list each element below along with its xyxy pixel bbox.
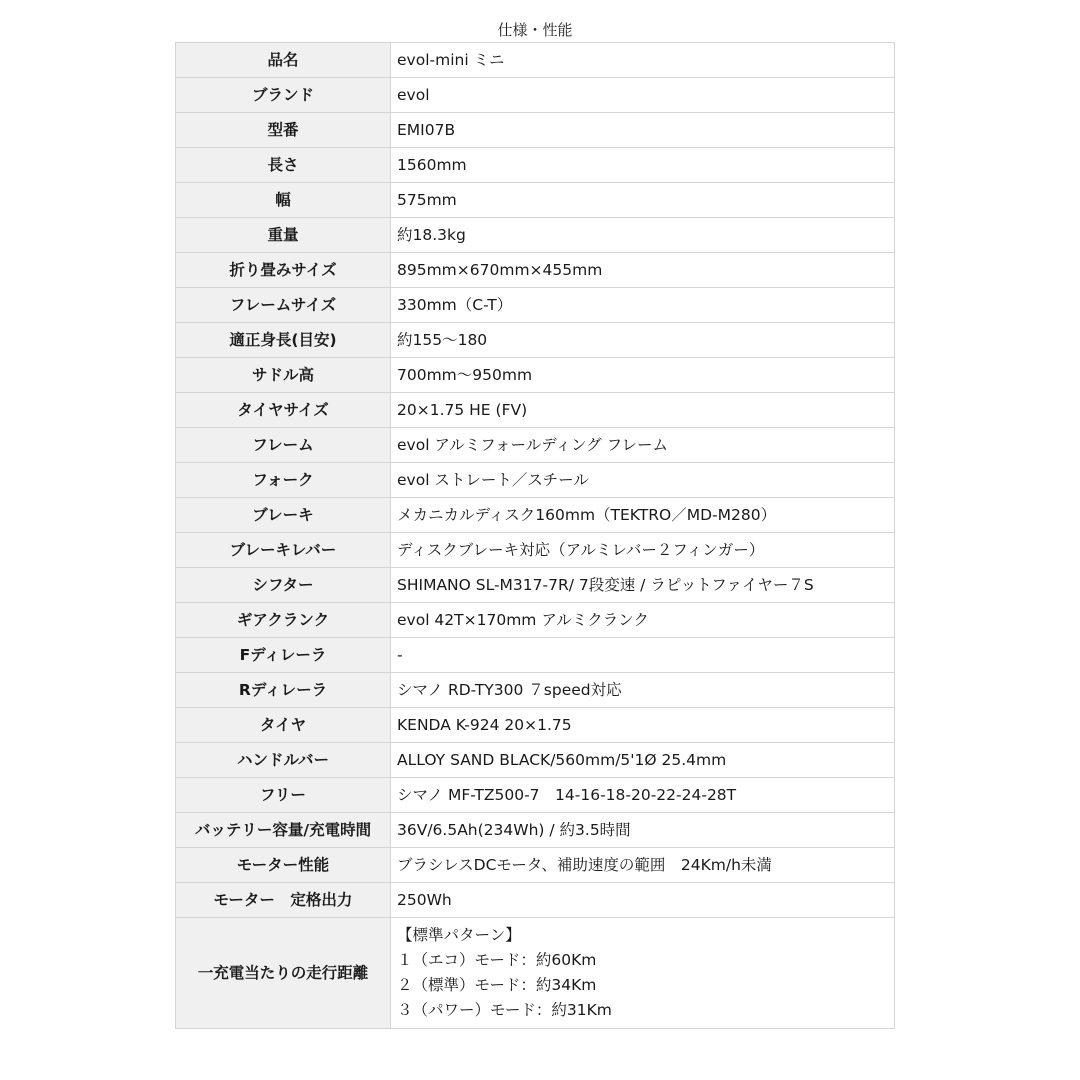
spec-label: Fディレーラ [176,638,391,673]
spec-label: サドル高 [176,358,391,393]
spec-label: モーター 定格出力 [176,883,391,918]
spec-row [176,568,895,603]
spec-row [176,148,895,183]
spec-value: 330mm（C-T） [391,288,895,323]
spec-row [176,848,895,883]
spec-value: ディスクブレーキ対応（アルミレバー２フィンガー） [391,533,895,568]
spec-value: ALLOY SAND BLACK/560mm/5'1Ø 25.4mm [391,743,895,778]
spec-label: ギアクランク [176,603,391,638]
spec-row [176,778,895,813]
spec-value: evol ストレート／スチール [391,463,895,498]
spec-row [176,708,895,743]
spec-row [176,463,895,498]
spec-row [176,253,895,288]
spec-label: 型番 [176,113,391,148]
spec-row [176,288,895,323]
spec-row [176,673,895,708]
spec-value: 1560mm [391,148,895,183]
spec-label: タイヤサイズ [176,393,391,428]
spec-value: 約155〜180 [391,323,895,358]
spec-label: ハンドルバー [176,743,391,778]
spec-label: 折り畳みサイズ [176,253,391,288]
spec-label: 幅 [176,183,391,218]
spec-label: 品名 [176,43,391,78]
spec-row [176,393,895,428]
spec-label: ブレーキレバー [176,533,391,568]
spec-row [176,813,895,848]
spec-value: シマノ MF-TZ500-7 14-16-18-20-22-24-28T [391,778,895,813]
spec-value: 895mm×670mm×455mm [391,253,895,288]
spec-value: evol [391,78,895,113]
spec-label: ブレーキ [176,498,391,533]
spec-row [176,638,895,673]
spec-value: 20×1.75 HE (FV) [391,393,895,428]
spec-value: 36V/6.5Ah(234Wh) / 約3.5時間 [391,813,895,848]
spec-label: モーター性能 [176,848,391,883]
spec-value: 575mm [391,183,895,218]
spec-label: フレームサイズ [176,288,391,323]
spec-value: ブラシレスDCモータ、補助速度の範囲 24Km/h未満 [391,848,895,883]
spec-row [176,43,895,78]
spec-value: シマノ RD-TY300 ７speed対応 [391,673,895,708]
spec-value: SHIMANO SL-M317-7R/ 7段変速 / ラピットファイヤー７S [391,568,895,603]
spec-label: 長さ [176,148,391,183]
spec-row [176,883,895,918]
spec-row [176,603,895,638]
spec-value: evol アルミフォールディング フレーム [391,428,895,463]
spec-row [176,78,895,113]
spec-row [176,323,895,358]
spec-value: 700mm〜950mm [391,358,895,393]
spec-label: タイヤ [176,708,391,743]
spec-row [176,113,895,148]
table-caption: 仕様・性能 [497,21,573,39]
spec-label: 重量 [176,218,391,253]
spec-value: evol 42T×170mm アルミクランク [391,603,895,638]
spec-row [176,428,895,463]
spec-value: メカニカルディスク160mm（TEKTRO／MD-M280） [391,498,895,533]
spec-row [176,743,895,778]
spec-row-range [176,918,895,1029]
spec-value: evol-mini ミニ [391,43,895,78]
spec-value-line: ２（標準）モード：約34Km [397,976,597,994]
spec-value: 約18.3kg [391,218,895,253]
spec-table [175,42,895,1029]
spec-value-line: 【標準パターン】 [397,926,521,944]
spec-label: Rディレーラ [176,673,391,708]
spec-row [176,533,895,568]
spec-value-line: １（エコ）モード：約60Km [397,951,597,969]
spec-row [176,218,895,253]
spec-value: 250Wh [391,883,895,918]
spec-row [176,358,895,393]
spec-row [176,498,895,533]
spec-value-multiline [391,918,895,1029]
spec-value-line: ３（パワー）モード：約31Km [397,1001,612,1019]
spec-label: フリー [176,778,391,813]
spec-label: フォーク [176,463,391,498]
spec-label: シフター [176,568,391,603]
spec-label: 一充電当たりの走行距離 [176,918,391,1029]
spec-label: 適正身長(目安) [176,323,391,358]
spec-value: EMI07B [391,113,895,148]
spec-table-body [176,43,895,1029]
spec-value: - [391,638,895,673]
spec-value: KENDA K-924 20×1.75 [391,708,895,743]
spec-label: バッテリー容量/充電時間 [176,813,391,848]
spec-label: フレーム [176,428,391,463]
spec-label: ブランド [176,78,391,113]
spec-row [176,183,895,218]
